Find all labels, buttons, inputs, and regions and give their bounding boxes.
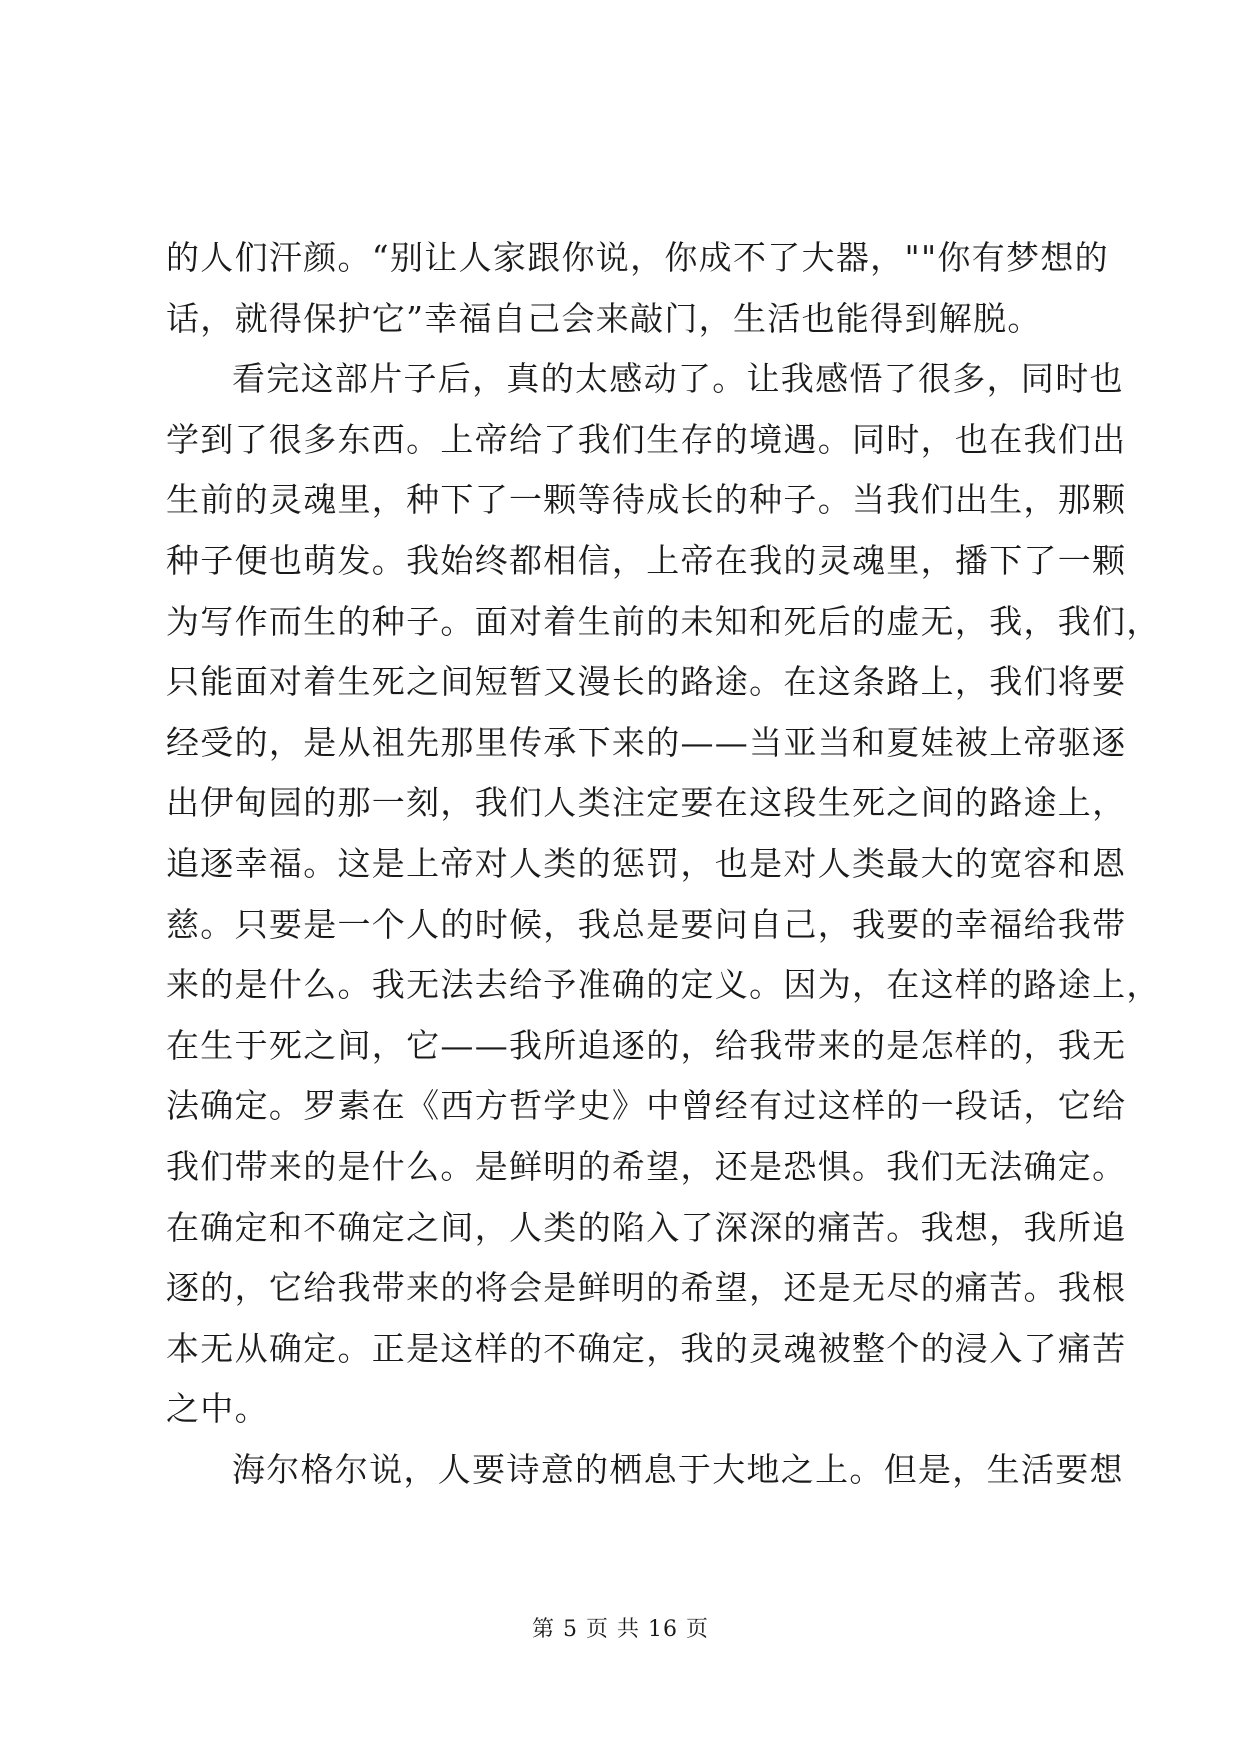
body-text — [166, 228, 1161, 1500]
text-line: 来的是什么。我无法去给予准确的定义。因为，在这样的路途上， — [166, 965, 1161, 1005]
text-line: 种子便也萌发。我始终都相信，上帝在我的灵魂里，播下了一颗 — [166, 540, 1127, 580]
text-line: 的人们汗颜。“别让人家跟你说，你成不了大器，""你有梦想的 — [166, 238, 1109, 277]
text-line: 逐的，它给我带来的将会是鲜明的希望，还是无尽的痛苦。我根 — [166, 1268, 1127, 1308]
text-line: 生前的灵魂里，种下了一颗等待成长的种子。当我们出生，那颗 — [166, 480, 1127, 520]
text-line: 经受的，是从祖先那里传承下来的——当亚当和夏娃被上帝驱逐 — [166, 722, 1127, 762]
text-line: 本无从确定。正是这样的不确定，我的灵魂被整个的浸入了痛苦 — [166, 1328, 1127, 1368]
text-line: 话，就得保护它”幸福自己会来敲门，生活也能得到解脱。 — [166, 298, 1042, 338]
text-line: 学到了很多东西。上帝给了我们生存的境遇。同时，也在我们出 — [166, 419, 1127, 459]
page-number-footer: 第 5 页 共 16 页 — [532, 1617, 709, 1642]
paragraph-start-line: 海尔格尔说，人要诗意的栖息于大地之上。但是，生活要想 — [232, 1449, 1124, 1489]
text-line: 在生于死之间，它——我所追逐的，给我带来的是怎样的，我无 — [166, 1025, 1127, 1065]
text-line: 之中。 — [166, 1389, 269, 1429]
text-line: 慈。只要是一个人的时候，我总是要问自己，我要的幸福给我带 — [166, 904, 1127, 944]
paragraph-start-line: 看完这部片子后，真的太感动了。让我感悟了很多，同时也 — [232, 359, 1124, 399]
text-line: 我们带来的是什么。是鲜明的希望，还是恐惧。我们无法确定。 — [166, 1146, 1127, 1186]
text-line: 为写作而生的种子。面对着生前的未知和死后的虚无，我，我们， — [166, 601, 1161, 641]
text-line: 法确定。罗素在《西方哲学史》中曾经有过这样的一段话，它给 — [166, 1086, 1127, 1126]
text-line: 在确定和不确定之间，人类的陷入了深深的痛苦。我想，我所追 — [166, 1207, 1127, 1247]
text-line: 追逐幸福。这是上帝对人类的惩罚，也是对人类最大的宽容和恩 — [166, 843, 1127, 883]
text-line: 只能面对着生死之间短暂又漫长的路途。在这条路上，我们将要 — [166, 662, 1127, 702]
text-line: 出伊甸园的那一刻，我们人类注定要在这段生死之间的路途上， — [166, 783, 1127, 823]
